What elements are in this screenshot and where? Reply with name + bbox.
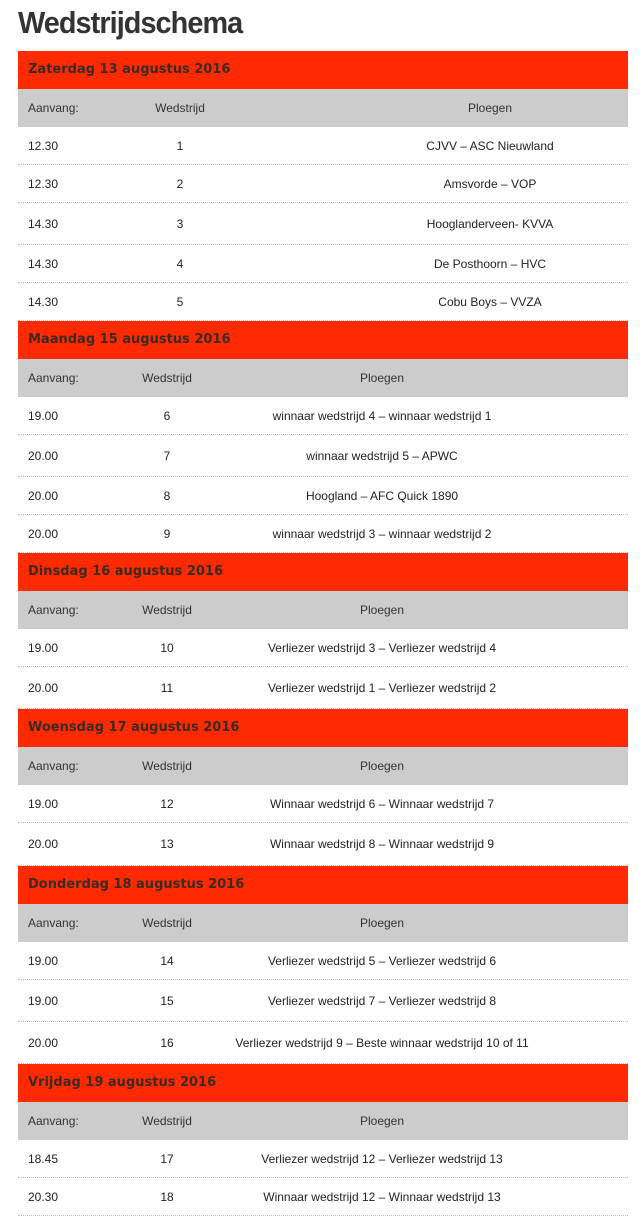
table-row (18, 435, 628, 477)
match-time: 12.30 (28, 138, 59, 153)
match-teams: Winnaar wedstrijd 8 – Winnaar wedstrijd 9 (269, 837, 495, 851)
match-teams: winnaar wedstrijd 3 – winnaar wedstrijd 2 (272, 526, 492, 541)
match-time: 20.00 (28, 526, 59, 541)
column-header-time: Aanvang: (28, 603, 79, 617)
column-header-match: Wedstrijd (155, 101, 205, 115)
column-header-row (18, 89, 628, 127)
match-number: 1 (176, 138, 184, 153)
column-header-row (18, 359, 628, 397)
match-teams: Cobu Boys – VVZA (438, 294, 542, 309)
match-teams: Amsvorde – VOP (443, 176, 537, 191)
match-number: 8 (163, 488, 171, 503)
match-time: 20.00 (28, 1035, 59, 1050)
match-time: 12.30 (28, 176, 59, 191)
day-block (18, 553, 628, 709)
table-row (18, 515, 628, 553)
match-number: 16 (160, 1035, 174, 1050)
table-row (18, 203, 628, 245)
match-time: 20.00 (28, 680, 59, 695)
day-header: Maandag 15 augustus 2016 (18, 321, 628, 359)
column-header-time: Aanvang: (28, 916, 79, 930)
column-header-match: Wedstrijd (142, 759, 192, 773)
match-time: 19.00 (28, 993, 59, 1008)
day-block (18, 709, 628, 866)
day-header: Dinsdag 16 augustus 2016 (18, 553, 628, 591)
column-header-teams: Ploegen (467, 101, 513, 115)
match-time: 20.00 (28, 448, 59, 463)
table-row (18, 1022, 628, 1064)
day-block (18, 51, 628, 321)
match-teams: Hoogland – AFC Quick 1890 (305, 488, 459, 503)
table-row (18, 397, 628, 435)
table-row (18, 629, 628, 667)
match-time: 19.00 (28, 640, 59, 655)
column-header-row (18, 591, 628, 629)
column-header-match: Wedstrijd (142, 371, 192, 385)
match-teams: Verliezer wedstrijd 12 – Verliezer wedstrijd 13 (261, 1151, 503, 1166)
column-header-teams: Ploegen (359, 916, 405, 930)
match-time: 14.30 (28, 216, 59, 231)
table-row (18, 1178, 628, 1216)
table-row (18, 1140, 628, 1178)
match-time: 19.00 (28, 408, 59, 423)
match-time: 18.45 (28, 1151, 59, 1166)
column-header-time: Aanvang: (28, 371, 79, 385)
match-number: 15 (160, 993, 174, 1008)
match-number: 6 (163, 408, 171, 423)
day-header: Vrijdag 19 augustus 2016 (18, 1064, 628, 1102)
column-header-row (18, 747, 628, 785)
match-number: 11 (160, 680, 174, 695)
column-header-row (18, 1102, 628, 1140)
match-teams: CJVV – ASC Nieuwland (426, 138, 554, 153)
column-header-teams: Ploegen (359, 759, 405, 773)
match-time: 14.30 (28, 256, 59, 271)
schedule-table (18, 51, 628, 1216)
match-time: 20.00 (28, 488, 59, 503)
column-header-teams: Ploegen (359, 1114, 405, 1128)
match-time: 14.30 (28, 294, 59, 309)
match-teams: Verliezer wedstrijd 7 – Verliezer wedstrijd 8 (267, 993, 497, 1008)
match-teams: Hooglanderveen- KVVA (426, 216, 554, 231)
table-row (18, 980, 628, 1022)
match-number: 14 (160, 953, 174, 968)
match-number: 9 (163, 526, 171, 541)
day-block (18, 1064, 628, 1216)
column-header-match: Wedstrijd (142, 603, 192, 617)
table-row (18, 823, 628, 866)
column-header-teams: Ploegen (359, 603, 405, 617)
day-header: Donderdag 18 augustus 2016 (18, 866, 628, 904)
match-teams: winnaar wedstrijd 4 – winnaar wedstrijd 1 (272, 408, 492, 423)
table-row (18, 165, 628, 203)
table-row (18, 942, 628, 980)
column-header-teams: Ploegen (359, 371, 405, 385)
column-header-match: Wedstrijd (142, 916, 192, 930)
day-header: Zaterdag 13 augustus 2016 (18, 51, 628, 89)
day-block (18, 321, 628, 553)
match-teams: De Posthoorn – HVC (433, 256, 547, 271)
match-number: 18 (160, 1189, 174, 1204)
match-teams: Verliezer wedstrijd 5 – Verliezer wedstrijd 6 (267, 953, 497, 968)
day-header: Woensdag 17 augustus 2016 (18, 709, 628, 747)
column-header-match: Wedstrijd (142, 1114, 192, 1128)
column-header-time: Aanvang: (28, 759, 79, 773)
page-title: Wedstrijdschema (18, 5, 243, 40)
table-row (18, 785, 628, 823)
match-teams: Winnaar wedstrijd 12 – Winnaar wedstrijd 13 (263, 1189, 501, 1204)
match-number: 4 (176, 256, 184, 271)
match-teams: Verliezer wedstrijd 1 – Verliezer wedstrijd 2 (267, 680, 497, 695)
table-row (18, 667, 628, 709)
table-row (18, 283, 628, 321)
match-number: 12 (160, 796, 174, 811)
match-number: 7 (163, 448, 171, 463)
match-number: 5 (176, 294, 184, 309)
match-teams: winnaar wedstrijd 5 – APWC (306, 448, 458, 463)
match-time: 19.00 (28, 953, 59, 968)
match-number: 2 (176, 176, 184, 191)
match-time: 20.30 (28, 1189, 59, 1204)
table-row (18, 245, 628, 283)
match-teams: Winnaar wedstrijd 6 – Winnaar wedstrijd 7 (269, 796, 495, 811)
match-time: 20.00 (28, 837, 59, 851)
table-row (18, 127, 628, 165)
day-block (18, 866, 628, 1064)
match-teams: Verliezer wedstrijd 9 – Beste winnaar wedstrijd 10 of 11 (235, 1035, 529, 1050)
match-teams: Verliezer wedstrijd 3 – Verliezer wedstrijd 4 (267, 640, 497, 655)
match-time: 19.00 (28, 796, 59, 811)
column-header-time: Aanvang: (28, 1114, 79, 1128)
match-number: 13 (160, 837, 174, 851)
match-number: 3 (176, 216, 184, 231)
match-number: 17 (160, 1151, 174, 1166)
table-row (18, 477, 628, 515)
match-number: 10 (160, 640, 174, 655)
column-header-row (18, 904, 628, 942)
column-header-time: Aanvang: (28, 101, 79, 115)
